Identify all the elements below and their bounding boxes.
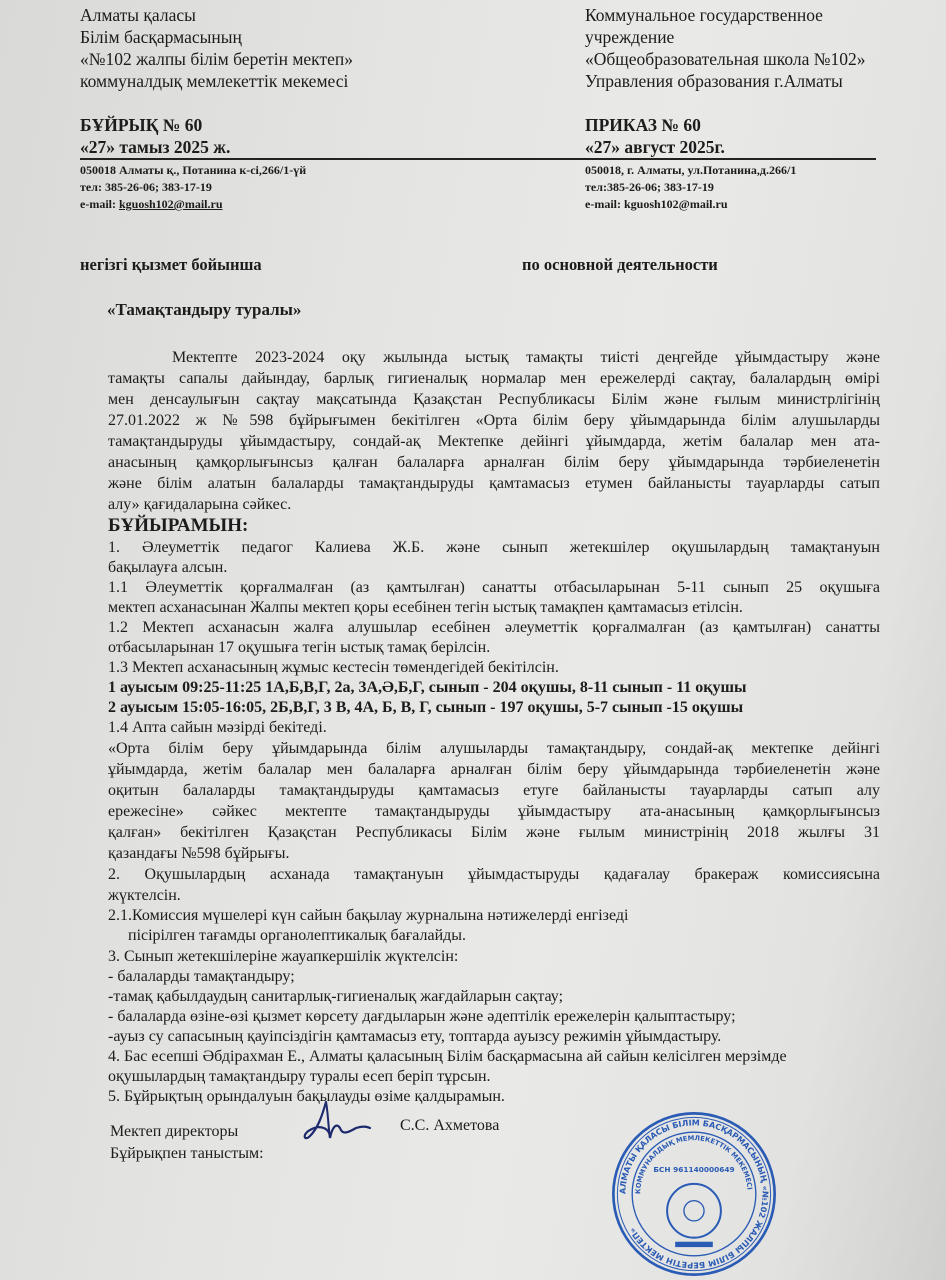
body-line: - балаларды тамақтандыру; [108, 968, 295, 985]
body-line: 2. Оқушылардың асханада тамақтануын ұйымдастыруды қадағалау бракераж комиссиясына [108, 866, 880, 883]
address-ru: 050018, г. Алматы, ул.Потанина,д.266/1 [585, 163, 797, 177]
body-line: тамақтандыруды ұйымдастыру, сондай-ақ Мектепке дейінгі ұйымдарда, жетім балалар мен ата- [108, 433, 880, 450]
email-text: kguosh102@mail.ru [623, 197, 728, 211]
address-kz: 050018 Алматы қ., Потанина к-сі,266/1-үй [80, 163, 307, 177]
body-line: отбасыларынан 17 оқушыға тегін ыстық тамақ берілсін. [108, 639, 491, 656]
stamp-bin: БСН 961140000649 [653, 1164, 735, 1174]
phone-ru: тел:385-26-06; 383-17-19 [585, 180, 714, 194]
body-line: анасының қамқорлығынсыз қалған балаларға арналған білім беру ұйымдарында тәрбиеленетін [108, 454, 880, 471]
body-line: 4. Бас есепші Әбдірахман Е., Алматы қаласының Білім басқармасына ай сайын келісілген мерзімде [108, 1048, 787, 1065]
order-number-kz: БҰЙРЫҚ № 60 [80, 115, 203, 135]
header-right-line: Управления образования г.Алматы [585, 71, 843, 91]
body-line: мектеп асханасынан Жалпы мектеп қоры есебінен тегін ыстық тамақпен қамтамасыз етілсін. [108, 599, 743, 616]
body-line: ережесіне» сәйкес мектепте тамақтандыруды ұйымдастыру ата-анасының қамқорлығынсыз [108, 803, 880, 820]
body-line: 27.01.2022 ж №598 бұйрығымен бекітілген «Орта білім беру ұйымдарында білім алушыларды [108, 412, 880, 429]
signatory-position: Мектеп директоры [110, 1123, 239, 1140]
body-line: 1.2 Мектеп асханасын жалға алушылар есебінен әлеуметтік қорғалмалған (аз қамтылған) санатты [108, 619, 880, 636]
header-left-line: Алматы қаласы [80, 5, 196, 25]
body-line: бақылауға алсын. [108, 559, 228, 576]
body-line: 5. Бұйрықтың орындалуын бақылауды өзіме қалдырамын. [108, 1088, 505, 1105]
body-line: 1.3 Мектеп асханасының жұмыс кестесін төмендегідей бекітілсін. [108, 659, 559, 676]
body-line: мен денсаулығын сақтау мақсатында Қазақстан Республикасы Білім және ғылым министрлігінің [108, 391, 880, 408]
acknowledged-label: Бұйрықпен таныстым: [110, 1145, 264, 1162]
body-line: тамақты сапалы дайындау, барлық гигиеналық нормалар мен ережелерді сақтау, балалардың өмірі [108, 370, 880, 387]
header-divider [80, 158, 876, 160]
email-kz [80, 196, 223, 213]
body-line: «Орта білім беру ұйымдарында білім алушыларды тамақтандыру, сондай-ақ мектепке дейінгі [108, 740, 880, 757]
activity-ru: по основной деятельности [522, 255, 718, 274]
email-ru [585, 196, 728, 213]
body-line: -тамақ қабылдаудың санитарлық-гигиеналық жағдайларын сақтау; [108, 988, 564, 1005]
body-line: жүктелсін. [108, 887, 181, 904]
email-link[interactable]: kguosh102@mail.ru [118, 197, 223, 211]
body-line: 3. Сынып жетекшілеріне жауапкершілік жүктелсін: [108, 948, 459, 965]
schedule-shift-1: 1 ауысым 09:25-11:25 1А,Б,В,Г, 2а, 3А,Ә,Б,Г, сынып - 204 оқушы, 8-11 сынып - 11 оқушы [108, 679, 747, 696]
body-line: алу» қағидаларына сәйкес. [108, 496, 292, 513]
email-label: e-mail: [585, 197, 624, 211]
header-left-line: Білім басқармасының [80, 27, 242, 47]
header-left-line: «№102 жалпы білім беретін мектеп» [80, 49, 353, 69]
body-line: 1. Әлеуметтік педагог Калиева Ж.Б. және сынып жетекшілер оқушылардың тамақтануын [108, 539, 880, 556]
activity-kz: негізгі қызмет бойынша [80, 255, 262, 274]
schedule-shift-2: 2 ауысым 15:05-16:05, 2Б,В,Г, 3 В, 4А, Б, В, Г, сынып - 197 оқушы, 5-7 сынып -15 оқушы [108, 699, 744, 716]
body-line: 1.4 Апта сайын мәзірді бекітеді. [108, 719, 327, 736]
handwritten-signature [300, 1098, 380, 1148]
body-line: Мектепте 2023-2024 оқу жылында ыстық тамақты тиісті деңгейде ұйымдастыру және [172, 349, 880, 366]
stamp-outer-text: АЛМАТЫ ҚАЛАСЫ БІЛІМ БАСҚАРМАСЫНЫҢ «№102 ЖАЛПЫ БІЛІМ БЕРЕТІН МЕКТЕП» [618, 1118, 770, 1270]
body-line: пісірілген тағамды органолептикалық бағалайды. [128, 927, 467, 944]
phone-kz: тел: 385-26-06; 383-17-19 [80, 180, 212, 194]
order-date-kz: «27» тамыз 2025 ж. [80, 137, 231, 157]
official-stamp [610, 1110, 778, 1278]
body-line: 2.1.Комиссия мүшелері күн сайын бақылау журналына нәтижелерді енгізеді [108, 907, 629, 924]
header-left-line: коммуналдық мемлекеттік мекемесі [80, 71, 349, 91]
svg-text:КОММУНАЛДЫҚ МЕМЛЕКЕТТІК МЕКЕМЕ [634, 1134, 753, 1194]
header-right-line: «Общеобразовательная школа №102» [585, 49, 866, 69]
order-heading: БҰЙЫРАМЫН: [108, 515, 249, 536]
body-line: оқушылардың тамақтандыру туралы есеп беріп тұрсын. [108, 1068, 491, 1085]
body-line: - балаларда өзіне-өзі қызмет көрсету дағдыларын және әдептілік ережелерін қалыптастыру; [108, 1008, 736, 1025]
body-line: 1.1 Әлеуметтік қорғалмалған (аз қамтылған) санатты отбасыларынан 5-11 сынып 25 оқушыға [108, 579, 880, 596]
order-title: «Тамақтандыру туралы» [107, 300, 302, 319]
body-line: ұйымдарда, жетім балалар мен балаларға арналған білім беру ұйымдарында тәрбиеленетін және [108, 761, 880, 778]
body-line: -ауыз су сапасының қауіпсіздігін қамтамасыз ету, топтарда ауызсу режимін ұйымдастыру. [108, 1028, 722, 1045]
signatory-name: С.С. Ахметова [400, 1117, 500, 1134]
body-line: оқитын балаларды тамақтандыруды қамтамасыз етуге байланысты тауарларды сатып алу [108, 782, 880, 799]
body-line: және білім алатын балаларды тамақтандыруды қамтамасыз етумен байланысты тауарларды сатып [108, 475, 880, 492]
body-line: қалған» бекітілген Қазақстан Республикасы Білім және ғылым министрінің 2018 жылғы 31 [108, 824, 880, 841]
header-right-line: Коммунальное государственное [585, 5, 823, 25]
email-label: e-mail: [80, 197, 119, 211]
header-right-line: учреждение [585, 27, 675, 47]
stamp-inner-text: КОММУНАЛДЫҚ МЕМЛЕКЕТТІК МЕКЕМЕСІ [634, 1134, 754, 1195]
body-line: қазандағы №598 бұйрығы. [108, 845, 290, 862]
order-date-ru: «27» август 2025г. [585, 137, 725, 157]
order-number-ru: ПРИКАЗ № 60 [585, 115, 701, 135]
